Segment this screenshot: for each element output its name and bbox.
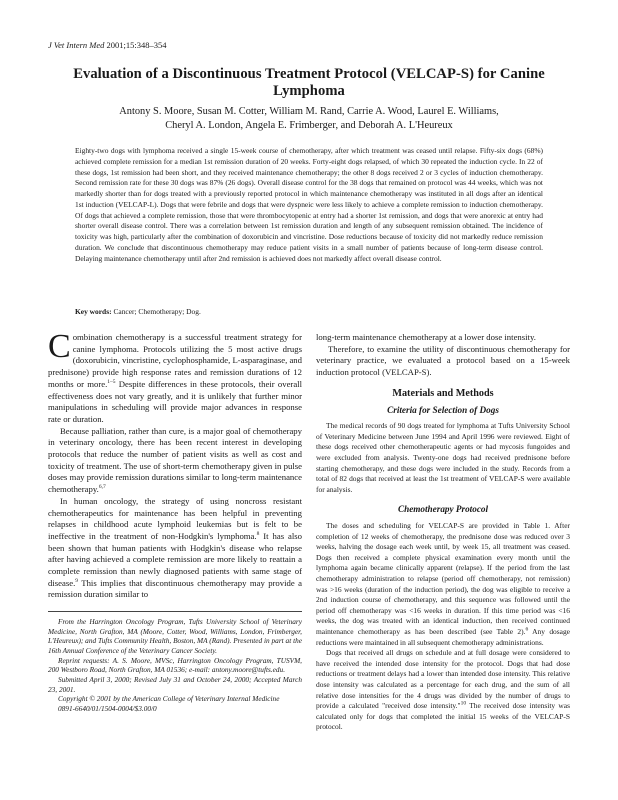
protocol-block (316, 521, 570, 733)
criteria-block (316, 421, 570, 495)
keywords-label: Key words: (75, 307, 112, 316)
section-heading-methods: Materials and Methods (392, 387, 494, 399)
citation-ref: 8 (256, 531, 260, 538)
citation-ref: 6 (525, 626, 529, 633)
intro-paragraph-4: Therefore, to examine the utility of discontinuous chemotherapy for veterinary practice, we evaluated a protocol based on a 15-week induction protocol (VELCAP-S). (316, 343, 570, 378)
intro-paragraph-3: In human oncology, the strategy of using noncross resistant chemotherapeutics for maintenance has been helpful in preventing relapses in childhood acute lymphoid leukemias but is felt to be ineffective in the treatment of non-Hodgkin's lymphoma.$^8$ It has also been shown that human patients with Hodgkin's disease who relapse after having achieved a complete remission are more likely to reattain a complete remission than newly diagnosed patients with same stage of disease.$^9$ This implies that discontinuous chemotherapy may provide a remission duration similar to (48, 495, 302, 600)
footnote-divider (48, 611, 302, 612)
citation-ref: 9 (75, 577, 79, 584)
journal-citation (48, 40, 167, 50)
author-list (48, 105, 570, 133)
citation-ref: 1–5 (107, 378, 116, 385)
footnote (48, 617, 302, 714)
author-line-2: Cheryl A. London, Angela E. Frimberger, and Deborah A. L'Heureux (165, 120, 453, 131)
footnote-dates: Submitted April 3, 2000; Revised July 31 and October 24, 2000; Accepted March 23, 2001. (48, 674, 302, 694)
left-column (48, 328, 303, 601)
journal-volume-pages: 2001;15:348–354 (104, 40, 167, 50)
intro-paragraph-3-cont: long-term maintenance chemotherapy at a lower dose intensity. (316, 332, 536, 342)
keywords (75, 307, 543, 316)
keywords-text: Cancer; Chemotherapy; Dog. (111, 307, 201, 316)
footnote-affiliation: From the Harrington Oncology Program, Tufts University School of Veterinary Medicine, North Grafton, MA (Moore, Cotter, Wood, Williams, London, Frimberger, L'Heureux); and Tufts Community Health, Boston, MA (Rand). Presented in part at the 16th Annual Conference of the Veterinary Cancer Society. (48, 617, 302, 655)
intro-paragraph-2: Because palliation, rather than cure, is a major goal of chemotherapy in veterinary oncology, there has been recent interest in developing protocols that reduce the number of patient visits as well as cost and toxicity of treatment. The use of short-term chemotherapy given in pulse doses may provide remission durations similar to long-term maintenance chemotherapy.$^{6,7}$ (48, 425, 302, 495)
intro-paragraph-1: Combination chemotherapy is a successful treatment strategy for canine lymphoma. Protocols utilizing the 5 most active drugs (doxorubicin, vincristine, cyclophosphamide, L-asparaginase, and prednisone) provide high response rates and remission durations of 12 months or more.$^{1-5}$ Despite differences in these protocols, their overall effectiveness does not vary greatly, and it is unlikely that further minor manipulations in scheduling will provide major advances in response rate or duration. (48, 328, 303, 424)
subheading-protocol: Chemotherapy Protocol (397, 504, 489, 515)
protocol-paragraph-2: Dogs that received all drugs on schedule and at full dosage were considered to have received the intended dose intensity for the protocol. Dogs that had dose reductions or treatment delays had a lower than intended dose intensity. This relative dose intensity was calculated as a percentage for each drug, and the sum of all relative dose intensities for the 4 drugs was divided by the number of drugs to provide a calculated "received dose intensity."$^{10}$ The received dose intensity was calculated only for dogs that completed the initial 15 weeks of the VELCAP-S protocol. (316, 648, 571, 732)
abstract: Eighty-two dogs with lymphoma received a single 15-week course of chemotherapy, after which treatment was ceased until relapse. Fifty-six dogs (68%) achieved complete remission for a median 1st remission duration of 20 weeks. Forty-eight dogs relapsed, of which 30 repeated the induction cycle. In 22 of these dogs, 1st remission had been short, and they received maintenance chemotherapy; the other 8 dogs received 2 or 3 cycles of induction chemotherapy. Second remission rate for these 30 dogs was 87% (26 dogs). Overall disease control for the 38 dogs that remained on protocol was 44 weeks, which was not markedly shorter than for dogs treated with a previously reported protocol in which maintenance chemotherapy was instituted in all dogs after an identical 1st induction (VELCAP-L). Dogs that were febrile and dogs that were dyspneic were less likely to achieve a complete remission to induction chemotherapy. Of dogs that achieved a complete remission, those that were thrombocytopenic at entry had a shorter 1st remission, and dogs that were anorexic at entry had shorter overall disease control. There was a correlation between 1st remission duration and length of any subsequent remission obtained. The incidence of toxicity was high, particularly after the combination of doxorubicin and vincristine. Dose reductions because of toxicity did not markedly reduce remission duration. We conclude that discontinuous chemotherapy may reduce patient visits in a small number of patients because of long-term disease control. Delaying maintenance chemotherapy until after 2nd remission is achieved does not markedly affect overall disease control. (75, 146, 543, 263)
protocol-paragraph-1: The doses and scheduling for VELCAP-S are provided in Table 1. After completion of 12 weeks of chemotherapy, the prednisone dose was reduced over 3 weeks, halving the dosage each week until, by week 15, all treatment was ceased. Dogs then received a complete physical examination every month until the lymphoma again became clinically apparent (relapse). If the period from the last chemotherapy administration to relapse (period off chemotherapy, not remission) was >16 weeks (duration of the induction period), the dog was eligible to receive a 2nd induction course of chemotherapy, and this sequence was followed until the period off chemotherapy was <16 weeks in duration. If this time period was <16 weeks, the dog was treated with an identical induction, then received continued maintenance chemotherapy as has been described (see Table 2).$^6$ Any dosage reductions were maintained in all subsequent chemotherapy administrations. (316, 521, 570, 647)
footnote-reprint: Reprint requests: A. S. Moore, MVSc, Harrington Oncology Program, TUSVM, 200 Westboro Road, North Grafton, MA 01536; e-mail: antony.moore@tufts.edu. (48, 655, 302, 675)
criteria-paragraph: The medical records of 90 dogs treated for lymphoma at Tufts University School of Veterinary Medicine between June 1994 and April 1996 were reviewed. Eight of these dogs received other chemotherapeutic agents or had mycosis fungoides and were excluded from analysis. Twenty-one dogs had received prednisone before starting chemotherapy, and these dogs were included in the study. Records from a total of 82 dogs that received at least the 1st treatment of VELCAP-S were available for analysis. (316, 421, 570, 494)
author-line-1: Antony S. Moore, Susan M. Cotter, William M. Rand, Carrie A. Wood, Laurel E. Williams, (119, 106, 499, 117)
citation-ref: 6,7 (98, 484, 106, 491)
citation-ref: 10 (460, 700, 467, 707)
footnote-issn: 0891-6640/01/1504-0004/$3.00/0 (58, 703, 157, 713)
article-title: Evaluation of a Discontinuous Treatment Protocol (VELCAP-S) for Canine Lymphoma (73, 66, 545, 99)
subheading-selection: Criteria for Selection of Dogs (387, 404, 499, 415)
drop-cap: C (48, 328, 71, 365)
footnote-copyright: Copyright © 2001 by the American College of Veterinary Internal Medicine (58, 694, 280, 704)
right-column (316, 332, 570, 733)
journal-abbrev: J Vet Intern Med (48, 40, 105, 50)
